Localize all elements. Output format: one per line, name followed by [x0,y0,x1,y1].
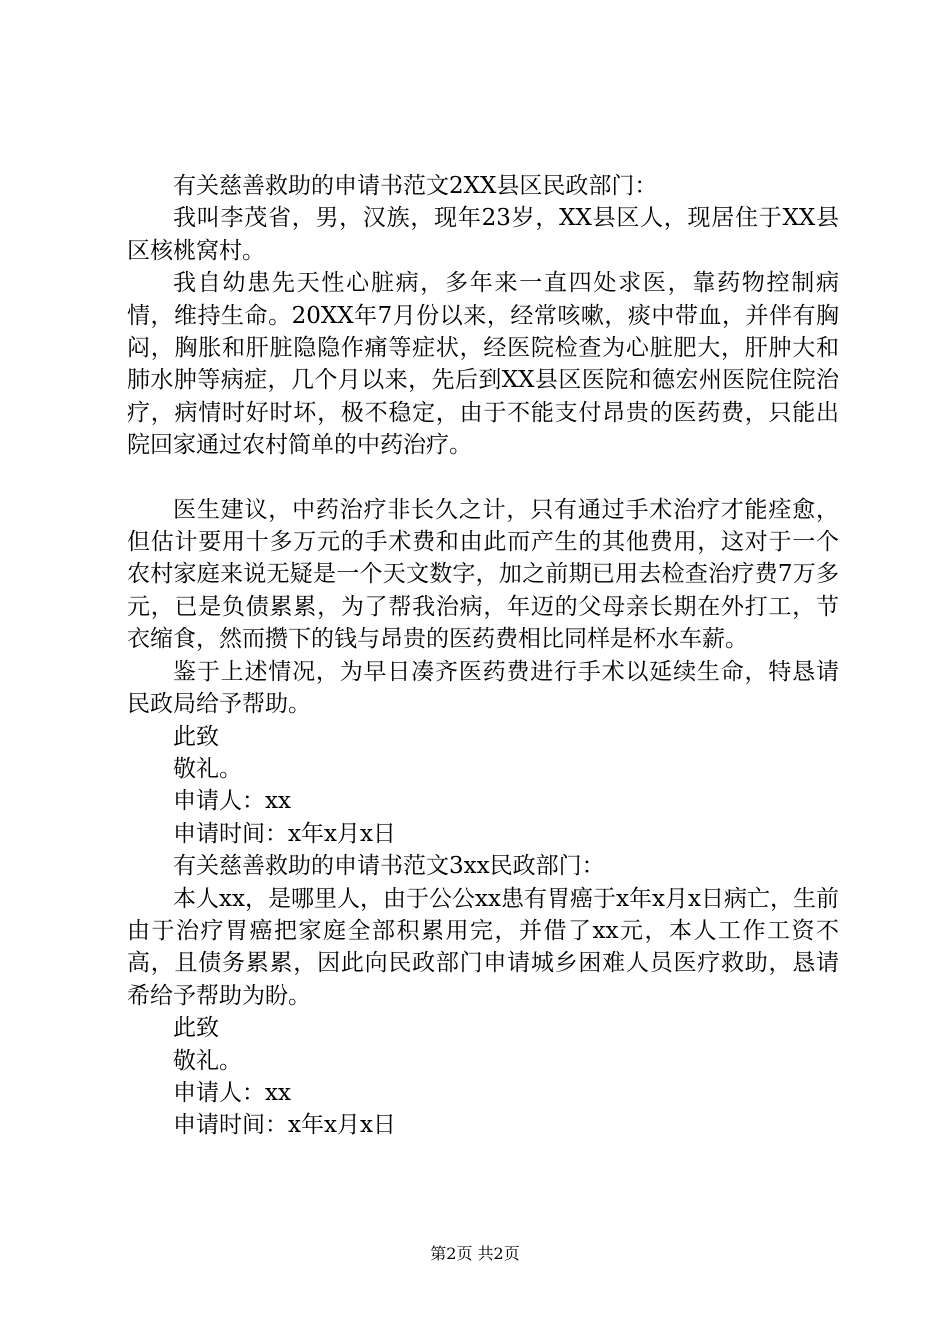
heading-sample-3: 有关慈善救助的申请书范文3xx民政部门： [173,853,605,880]
closing-jingli: 敬礼。 [173,755,242,782]
closing-cizhi: 此致 [173,723,219,750]
paragraph-self-intro: 我叫李茂省，男，汉族，现年23岁，XX县区人，现居住于XX县区核桃窝村。 [127,205,839,264]
applicant-line: 申请人：xx [173,788,291,815]
paragraph-illness: 我自幼患先天性心脏病，多年来一直四处求医，靠药物控制病情，维持生命。20XX年7月份以来，经常咳嗽，痰中带血，并伴有胸闷，胸胀和肝脏隐隐作痛等症状，经医院检查为心脏肥大，肝肿大和肺水肿等病症，几个月以来，先后到XX县区医院和德宏州医院住院治疗，病情时好时坏，极不稳定，由于不能支付昂贵的医药费，只能出院回家通过农村简单的中药治疗。 [127,270,839,459]
application-date-line-2: 申请时间：x年x月x日 [173,1112,396,1139]
paragraph-request: 鉴于上述情况，为早日凑齐医药费进行手术以延续生命，特恳请民政局给予帮助。 [127,658,839,718]
closing-cizhi-2: 此致 [173,1015,219,1042]
heading-sample-2: 有关慈善救助的申请书范文2XX县区民政部门： [173,173,658,199]
document-body [127,170,839,1142]
applicant-line-2: 申请人：xx [173,1079,291,1106]
paragraph-sample-3-body: 本人xx，是哪里人，由于公公xx患有胃癌于x年x月x日病亡，生前由于治疗胃癌把家庭全部积累用完，并借了xx元，本人工作工资不高，且债务累累，因此向民政部门申请城乡困难人员医疗救助，恳请希给予帮助为盼。 [127,885,839,1009]
page-footer: 第2页 共2页 [430,1244,520,1263]
closing-jingli-2: 敬礼。 [173,1047,242,1074]
application-date-line: 申请时间：x年x月x日 [173,820,396,847]
paragraph-doctor-advice: 医生建议，中药治疗非长久之计，只有通过手术治疗才能痊愈，但估计要用十多万元的手术费和由此而产生的其他费用，这对于一个农村家庭来说无疑是一个天文数字，加之前期已用去检查治疗费7万多元，已是负债累累，为了帮我治病，年迈的父母亲长期在外打工，节衣缩食，然而攒下的钱与昂贵的医药费相比同样是杯水车薪。 [127,496,839,653]
